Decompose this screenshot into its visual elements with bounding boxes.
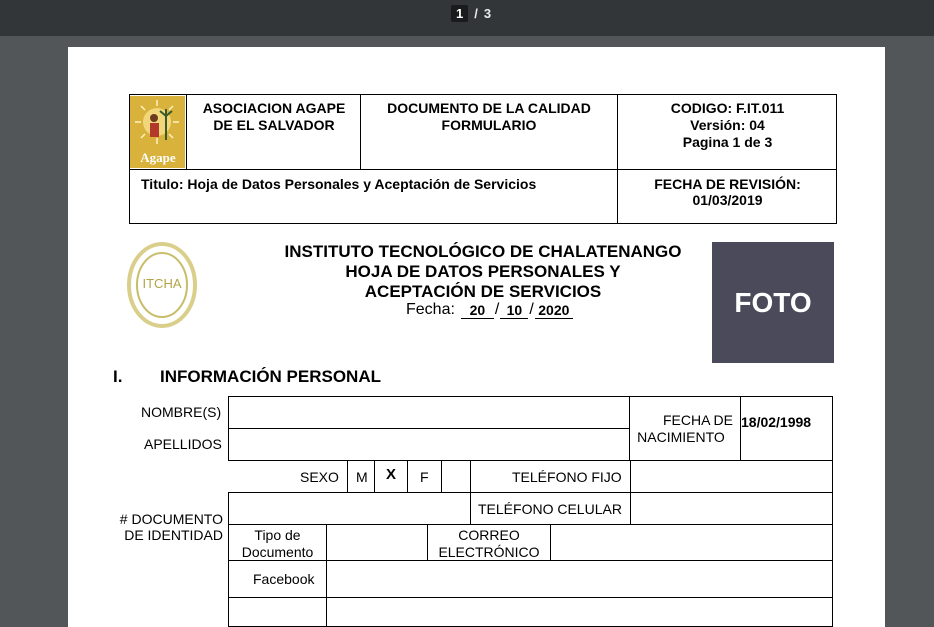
institute-line1: INSTITUTO TECNOLÓGICO DE CHALATENANGO [284,242,682,261]
itcha-seal-text: ITCHA [142,276,182,291]
institute-line3: ACEPTACIÓN DE SERVICIOS [364,282,602,301]
nombres-label: NOMBRE(S) [141,404,222,420]
total-pages: 3 [483,5,492,21]
correo-line1: CORREO [458,527,520,543]
date-slash-1: / [494,301,500,318]
doc-type [361,100,617,134]
telefono-fijo-label: TELÉFONO FIJO [512,469,622,485]
birth-label [638,412,738,446]
doc-page-info: Pagina 1 de 3 [682,134,773,150]
documento-label-line1: # DOCUMENTO [119,511,223,527]
correo-field[interactable] [550,524,833,561]
section-title: INFORMACIÓN PERSONAL [160,367,381,386]
org-line2: DE EL SALVADOR [213,117,335,133]
next-row-label-cell [228,597,327,627]
section-number: I. [113,367,123,386]
photo-label: FOTO [734,286,812,318]
itcha-seal [126,241,198,329]
sexo-label: SEXO [300,469,339,485]
next-row-field[interactable] [326,597,833,627]
page-separator: / [474,5,478,21]
documento-label-line2: DE IDENTIDAD [124,527,223,543]
doc-code-block [618,100,837,151]
institute-title [258,242,708,302]
f-label: F [420,469,429,485]
doc-version: Versión: 04 [690,117,765,133]
apellidos-field[interactable] [228,428,630,461]
date-label: Fecha: [406,301,455,318]
tipo-documento-label [228,527,327,561]
org-name [188,100,360,134]
documento-field[interactable] [228,492,471,525]
revision-block [618,176,837,208]
agape-logo-text: Agape [140,150,176,165]
apellidos-label: APELLIDOS [144,436,222,452]
documento-label [116,511,223,543]
correo-label [427,527,551,561]
telefono-celular-label: TELÉFONO CELULAR [478,501,622,517]
tipo-line2: Documento [241,544,314,560]
facebook-field[interactable] [326,560,833,598]
correo-line2: ELECTRÓNICO [438,544,540,560]
facebook-label: Facebook [253,571,315,587]
revision-date: 01/03/2019 [692,192,763,208]
doc-type-line1: DOCUMENTO DE LA CALIDAD [387,100,591,116]
nombres-field[interactable] [228,396,630,429]
revision-label: FECHA DE REVISIÓN: [654,176,801,192]
date-month: 10 [500,302,528,319]
tipo-documento-field[interactable] [326,524,428,561]
birth-label-line2: NACIMIENTO [637,429,725,445]
f-check-cell[interactable] [441,460,471,493]
viewer-toolbar [0,0,934,36]
telefono-fijo-field[interactable] [630,460,833,493]
current-page-input[interactable]: 1 [451,5,468,22]
document-page [68,47,885,627]
form-date [406,301,573,319]
institute-line2: HOJA DE DATOS PERSONALES Y [345,262,621,281]
tipo-line1: Tipo de [254,527,301,543]
doc-title: Titulo: Hoja de Datos Personales y Aceptación de Servicios [141,176,537,192]
m-label: M [356,469,368,485]
birth-label-line1: FECHA DE [662,412,733,428]
telefono-celular-field[interactable] [630,492,833,525]
date-day: 20 [461,302,494,319]
date-slash-2: / [529,301,534,318]
photo-placeholder [712,242,834,363]
date-year: 2020 [535,302,573,319]
agape-logo [130,96,185,168]
birth-value: 18/02/1998 [741,414,812,430]
doc-type-line2: FORMULARIO [441,117,537,133]
m-checked-mark: X [386,466,397,483]
doc-code: CODIGO: F.IT.011 [670,100,785,116]
org-line1: ASOCIACION AGAPE [202,100,346,116]
page-indicator [451,4,491,22]
